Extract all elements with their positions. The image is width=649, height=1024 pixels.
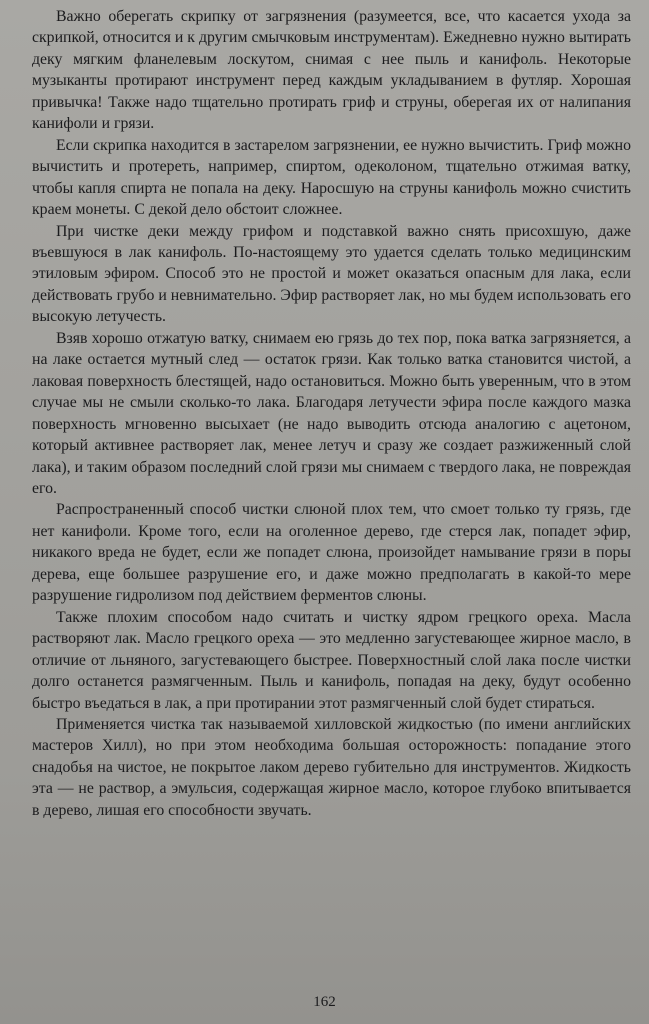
paragraph-7: Применяется чистка так называемой хилловской жидкостью (по имени английских мастеров Хилл), но при этом необходима большая осторожность: попадание этого снадобья на чистое, не покрытое лаком дерево губительно для инструментов. Жидкость эта — не раствор, а эмульсия, содержащая жирное масло, которое глубоко впитывается в дерево, лишая его способности звучать.	[32, 715, 631, 819]
paragraph-5: Распространенный способ чистки слюной плох тем, что смоет только ту грязь, где нет канифоли. Кроме того, если на оголенное дерево, где стерся лак, попадет эфир, никакого вреда не будет, если же попадет слюна, произойдет намывание грязи в поры дерева, еще большее разрушение его, и даже можно предполагать в какой-то мере разрушение гидролизом под действием ферментов слюны.	[32, 501, 631, 605]
paragraph-3: При чистке деки между грифом и подставкой важно снять присохшую, даже въевшуюся в лак канифоль. По-настоящему это удается сделать только медицинским этиловым эфиром. Способ это не простой и может оказаться опасным для лака, если действовать грубо и невнимательно. Эфир растворяет лак, но мы будем использовать его высокую летучесть.	[32, 222, 631, 326]
page-number: 162	[313, 994, 336, 1010]
paragraph-1: Важно оберегать скрипку от загрязнения (разумеется, все, что касается ухода за скрипкой, относится и к другим смычковым инструментам). Ежедневно нужно вытирать деку мягким фланелевым лоскутом, снимая с нее пыль и канифоль. Некоторые музыканты протирают инструмент перед каждым укладыванием в футляр. Хорошая привычка! Также надо тщательно протирать гриф и струны, оберегая их от налипания канифоли и грязи.	[32, 8, 631, 133]
paragraph-2: Если скрипка находится в застарелом загрязнении, ее нужно вычистить. Гриф можно вычистить и протереть, например, спиртом, одеколоном, тщательно отжимая ватку, чтобы капля спирта не попала на деку. Наросшую на струны канифоль можно счистить краем монеты. С декой дело обстоит сложнее.	[32, 136, 631, 219]
paragraph-4: Взяв хорошо отжатую ватку, снимаем ею грязь до тех пор, пока ватка загрязняется, а на лаке остается мутный след — остаток грязи. Как только ватка становится чистой, а лаковая поверхность блестящей, надо остановиться. Можно быть уверенным, что в этом случае мы не смыли сколько-то лака. Благодаря летучести эфира после каждого мазка поверхность мгновенно высыхает (не надо выводить отсюда аналогию с ацетоном, который активнее растворяет лак, менее летуч и сразу же создает разжиженный слой лака), и таким образом последний слой грязи мы снимаем с твердого лака, не повреждая его.	[32, 329, 631, 497]
paragraph-6: Также плохим способом надо считать и чистку ядром грецкого ореха. Масла растворяют лак. Масло грецкого ореха — это медленно загустевающее жирное масло, в отличие от льняного, загустевающего быстрее. Поверхностный слой лака после чистки долго останется размягченным. Пыль и канифоль, попадая на деку, будут особенно быстро въедаться в лак, а при протирании этот размягченный слой будет стираться.	[32, 608, 631, 712]
